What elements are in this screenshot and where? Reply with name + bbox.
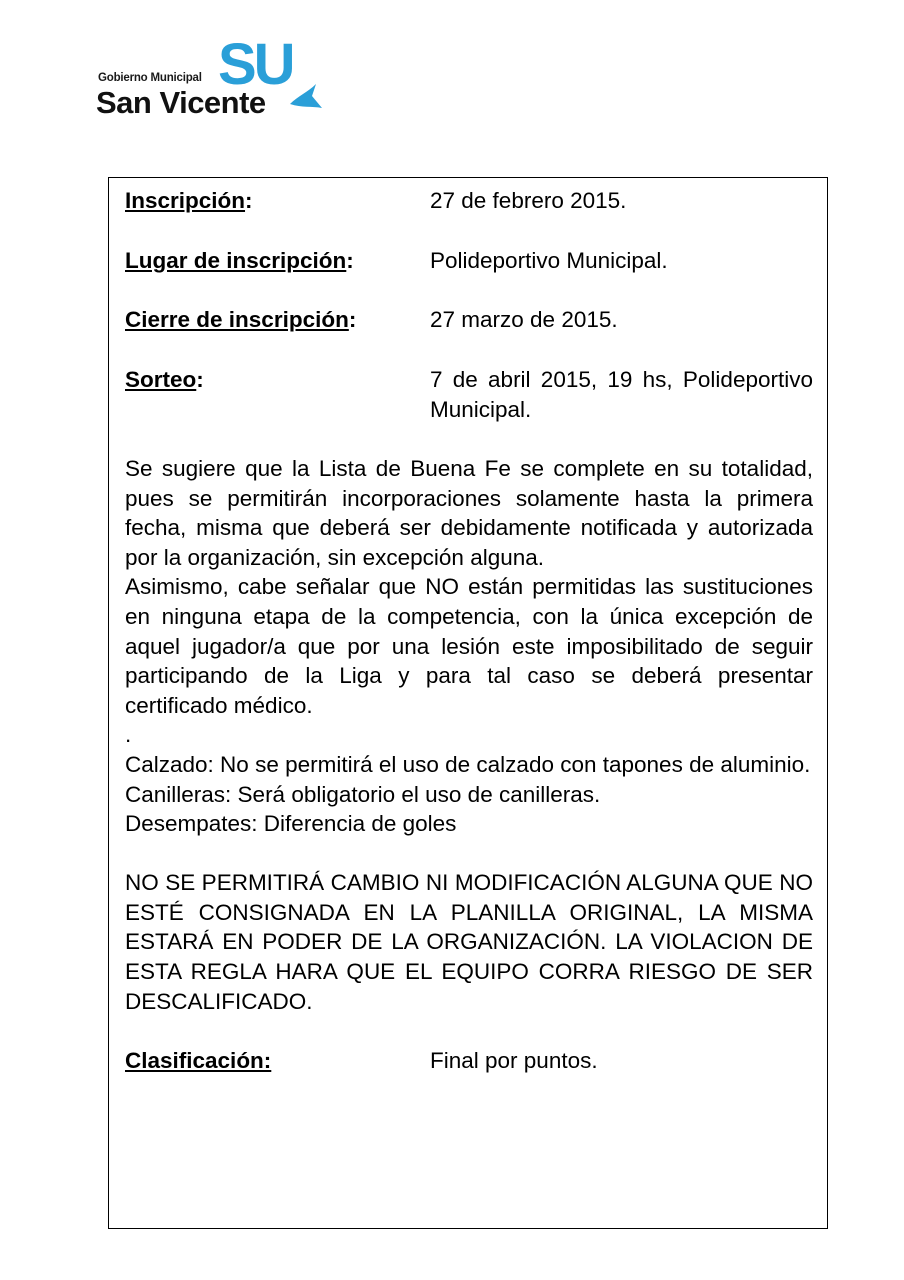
field-label: Clasificación:: [125, 1047, 272, 1073]
paragraph-buena-fe: Se sugiere que la Lista de Buena Fe se complete en su totalidad, pues se permitirán incorporaciones solamente hasta la primera fecha, misma que deberá ser debidamente notificada y autorizada por la organización, sin excepción alguna.: [125, 456, 813, 570]
paragraph-sustituciones: Asimismo, cabe señalar que NO están permitidas las sustituciones en ninguna etapa de la competencia, con la única excepción de aquel jugador/a que por una lesión este imposibilitado de seguir participando de la Liga y para tal caso se deberá presentar certificado médico.: [125, 574, 813, 718]
paragraph-dot: .: [125, 722, 132, 748]
fish-icon: [288, 78, 324, 118]
logo-mark: SU: [218, 32, 293, 97]
paragraph-warning: NO SE PERMITIRÁ CAMBIO NI MODIFICACIÓN ALGUNA QUE NO ESTÉ CONSIGNADA EN LA PLANILLA ORIGINAL, LA MISMA ESTARÁ EN PODER DE LA ORGANIZACIÓN. LA VIOLACION DE ESTA REGLA HARA QUE EL EQUIPO CORRA RIESGO DE SER DESCALIFICADO.: [125, 870, 813, 1014]
municipal-logo: [96, 32, 326, 130]
paragraph-calzado: Calzado: No se permitirá el uso de calzado con tapones de aluminio.: [125, 751, 811, 777]
field-label: Sorteo:: [125, 366, 204, 392]
field-lugar: [125, 246, 813, 276]
info-box: [108, 177, 828, 1229]
field-value: 7 de abril 2015, 19 hs, Polideportivo Municipal.: [430, 366, 813, 422]
field-sorteo: [125, 365, 813, 425]
field-value: 27 marzo de 2015.: [430, 307, 618, 332]
info-content: [125, 186, 813, 1076]
paragraph-canilleras: Canilleras: Será obligatorio el uso de canilleras.: [125, 781, 601, 807]
field-value: Polideportivo Municipal.: [430, 247, 668, 273]
field-label: Cierre de inscripción:: [125, 307, 357, 332]
field-value: 27 de febrero 2015.: [430, 188, 627, 213]
field-cierre: [125, 305, 813, 335]
paragraph-desempates: Desempates: Diferencia de goles: [125, 811, 457, 837]
field-clasificacion: [125, 1046, 813, 1076]
field-value: Final por puntos.: [430, 1047, 598, 1073]
logo-small-text: Gobierno Municipal: [98, 72, 202, 84]
field-label: Inscripción:: [125, 188, 253, 213]
field-inscripcion: [125, 186, 813, 216]
logo-big-text: San Vicente: [96, 85, 266, 120]
field-label: Lugar de inscripción:: [125, 247, 354, 273]
